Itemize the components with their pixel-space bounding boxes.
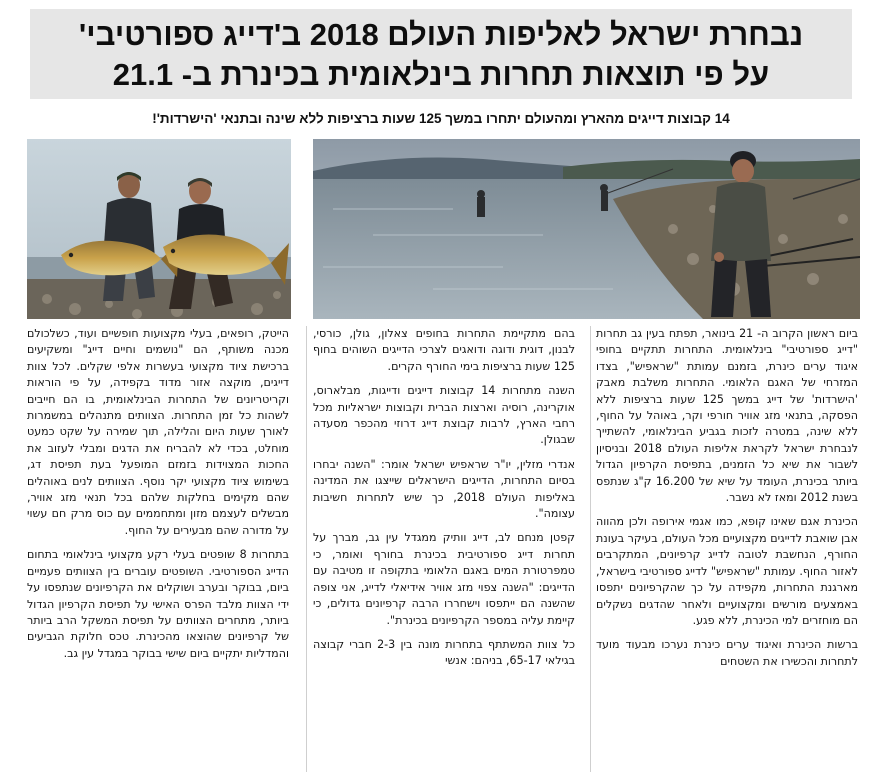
paragraph: השנה מתחרות 14 קבוצות דייגים ודייגות, מבלארוס, אוקרינה, רוסיה וארצות הברית וקבוצות ישראליות מכל רחבי הארץ, לרבות קבוצת דייג דרוזי מהכפר מסעדה שבגולן. [313,384,576,447]
article-column-right [596,326,858,678]
headline-line-1: נבחרת ישראל לאליפות העולם 2018 ב'דייג ספורטיבי' [78,17,804,52]
photo-kinneret-shore-image [313,139,860,319]
paragraph: כל צוות המשתתף בתחרות מונה בין 2-3 חברי קבוצה בגילאי 65-17, בניהם: אנשי [313,637,576,668]
photo-fishermen-with-carp-image [27,139,291,319]
paragraph: בהם מתקיימת התחרות בחופים צאלון, גולן, כורסי, לבנון, דוגית ודוגה ודואגים לצרכי הדייגים השוהים בחוף 125 שעות ברציפות בימי החורף הקרים. [313,327,575,373]
headline-box [30,9,852,99]
column-divider-right [590,326,591,772]
article-column-left [27,326,289,670]
column-divider-left [306,326,307,772]
article-column-middle [313,326,575,678]
headline-line-2: על פי תוצאות תחרות בינלאומית בכינרת ב- 21.1 [112,57,770,92]
paragraph: אנדרי מזלין, יו"ר שראפיש ישראל אומר: "השנה יבחרו בסיום התחרות, הדייגים הישראלים שייצגו את המדינה באליפות העולם 2018, כך שיש לתחרות חשיבות עצומה". [313,457,575,521]
paragraph: הכינרת אגם שאינו קופא, כמו אגמי אירופה ולכן מהווה אבן שואבת לדייגים מקצועיים מכל העולם, בעיקר בעונת החורף, הנחשבת לטובה לדייג קרפיונים, המתקרבים לאזור החוף. עמותת "שראפיש" לדייג ספורטיבי בישראל, מארגנת התחרות, מקפידה על כך שהקרפיונים יתפסו באמצעים מורשים ומקצועיים ולאחר שהדגים נשקלים הם מוחזרים למי הכינרת, ללא פגע. [596,515,858,627]
paragraph: ביום ראשון הקרוב ה- 21 בינואר, תפתח בעין גב תחרות "דייג ספורטיבי" בינלאומית. התחרות תתקיים בחופי איגוד ערים כינרת, בזמנם עמותת "שראפיש", בצדו המזרחי של האגם הלאומי. התחרות משלבת מאבק 'הישרדות' של דייג במשך 125 שעות ברציפות ללא הפסקה, בתנאי מזג אוויר חורפי וקר, באוהל על החוף, ללא שינה, במטרה לזכות בגביע הבינלאומי, להשתייך לנבחרת ישראל לקראת אליפות העולם 2018 ובניסיון לשבור את שיא כל הזמנים, בתפיסת הקרפיון הגדול ביותר בכינרת, העומד על שיא של 16.200 ק"ג שנתפס בשנת 2012 ומאז לא נשבר. [596,327,858,505]
paragraph: ברשות הכינרת ואיגוד ערים כינרת נערכו מבעוד מועד לתחרות והכשירו את השטחים [596,638,858,668]
photo-kinneret-shore [313,139,860,319]
paragraph: הייטק, רופאים, בעלי מקצועות חופשיים ועוד, כשלכולם מכנה משותף, הם "נושמים וחיים דייג" ומשקיעים ברכישת ציוד מקצועי בעשרות אלפי שקלים. לכל צוות דייגים, מוקצה אזור מדוד בקפידה, על פי הוראות וקריטריונים של התחרות הבינלאומית, בו הם חייבים לשהות כל זמן התחרות. הצוותים מתנהלים במשמרות לאורך שעות היום והלילה, תוך שמירה על שקט כמעט מוחלט, בכדי לא להבריח את הדגים ומבלי לעזוב את החכות המצוידות בזמזם המופעל בעת תפיסת דג, בשימוש ציוד מקצועי יקר נוסף. הצוותים לנים באוהלים שהם מקימים בחלקות שלהם בכל תנאי מזג אוויר, מבשלים לעצמם מזון ומתחממים עם כוס מרק חם עשוי על מדורה שהם מבעירים על החוף. [27,327,289,537]
photo-fishermen-with-carp [27,139,291,319]
paragraph: קפטן מנחם לב, דייג וותיק ממגדל עין גב, מברך על תחרות דייג ספורטיבית בכינרת בחורף ואומר, כי טמפרטורת המים באגם הלאומי בתקופה זו מטיבה עם הדייגים: "השנה צפוי מזג אוויר אידיאלי לדייג, אני צופה שהשנה הם ייתפסו וישחררו הרבה קרפיונים גדולים, כי קיימת עליה במספר הקרפיונים בכינרת". [313,531,575,627]
subtitle: 14 קבוצות דייגים מהארץ ומהעולם יתחרו במשך 125 שעות ברציפות ללא שינה ובתנאי 'הישרדות'! [152,111,730,126]
paragraph: בתחרות 8 שופטים בעלי רקע מקצועי בינלאומי בתחום הדייג הספורטיבי. השופטים עוברים בין הצוותים פעמיים ביום, בבוקר ובערב ושוקלים את הקרפיונים שנתפסו על ידי הצוות מלבד הפרס האישי על תפיסת הקרפיון הגדול ביותר, מתחרים הצוותים על תפיסת המשקל הרב ביותר של קרפיונים שהוצאו מהכינרת. טכס חלוקת הגביעים והמדליות יתקיים ביום שישי בבוקר במגדל עין גב. [27,548,289,660]
